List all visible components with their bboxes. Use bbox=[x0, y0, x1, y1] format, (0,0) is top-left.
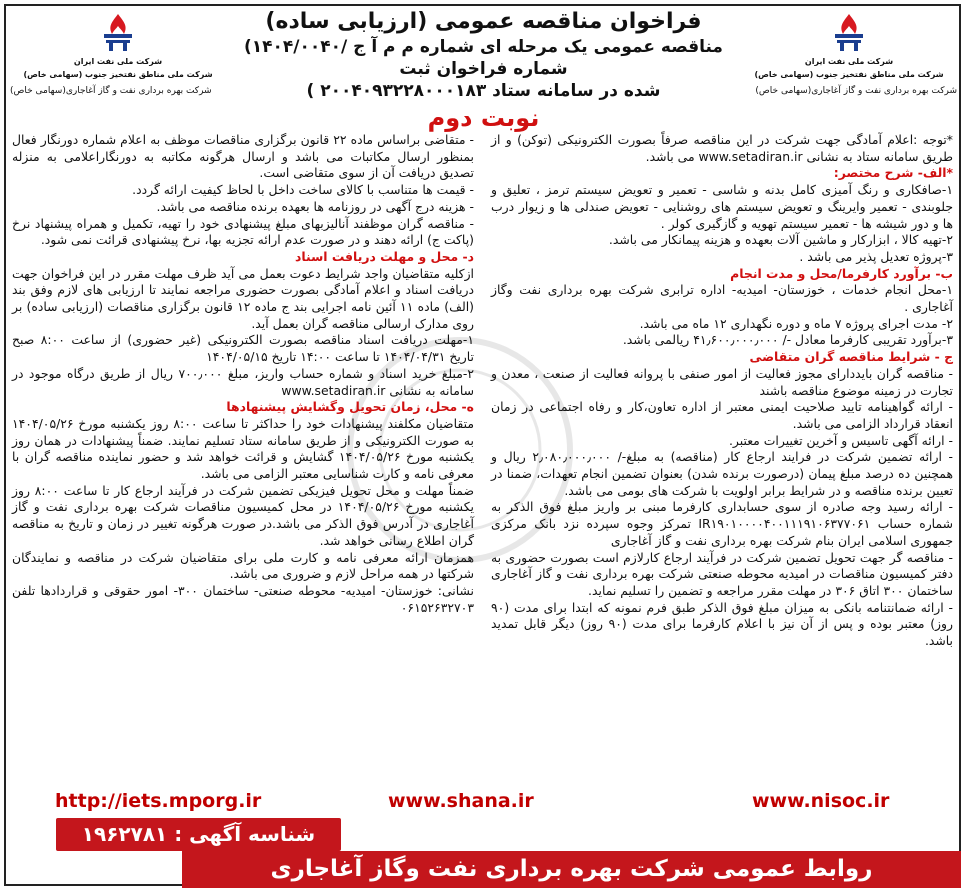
nioc-logo-left bbox=[18, 12, 218, 80]
paragraph: - ارائه رسید وجه صادره از سوی حسابداری کارفرما مبنی بر واریز مبلغ فوق الذکر به شماره حساب IR۱۹۰۱۰۰۰۰۴۰۰۱۱۱۹۱۰۶۳۷۷۰۶۱ تمرکز وجوه سپرده نزد بانک مرکزی جمهوری اسلامی ایران بنام شرکت بهره برداری نفت و گاز آغاجاری bbox=[491, 499, 953, 548]
paragraph: - ارائه آگهی تاسیس و آخرین تغییرات معتبر. bbox=[728, 432, 953, 448]
paragraph: - قیمت ها متناسب با کالای ساخت داخل با لحاظ کیفیت ارائه گردد. bbox=[132, 182, 474, 198]
paragraph: - ارائه ضمانتنامه بانکی به میزان مبلغ فوق الذکر طبق فرم نمونه که ابتدا برای مدت (۹۰ روز) معتبر بوده و پس از آن نیز با اعلام کارفرما برای مدت (۹۰ روز) دیگر قابل تمدید باشد. bbox=[491, 599, 953, 649]
tender-number-line2: شده در سامانه ستاد ۲۰۰۴۰۹۳۲۲۸۰۰۰۱۸۳ ) bbox=[306, 81, 661, 101]
paragraph: متقاضیان مکلفند پیشنهادات خود را حداکثر تا ساعت ۸:۰۰ روز یکشنبه مورخ ۱۴۰۴/۰۵/۲۶ به صورت الکترونیکی و از طریق سامانه ستاد تسلیم نمایند. ضمناً پیشنهادات در همان روز یکشنبه مورخ ۱۴۰۴/۰۵/۲۶ گشایش و قرائت خواهد شد و حضور نماینده مناقصه گران با معرفی نامه و کارت شناسایی معتبر الزامی می باشد. bbox=[12, 415, 474, 482]
nioc-logo-right bbox=[749, 12, 949, 80]
paragraph: ۱-مهلت دریافت اسناد مناقصه بصورت الکترونیکی (غیر حضوری) از ساعت ۸:۰۰ صبح تاریخ ۱۴۰۴/۰۴/۳۱ تا ساعت ۱۴:۰۰ تاریخ ۱۴۰۴/۰۵/۱۵ bbox=[12, 332, 474, 365]
section-heading: *الف- شرح مختصر: bbox=[833, 165, 953, 181]
section-heading: د- محل و مهلت دریافت اسناد bbox=[295, 248, 474, 264]
paragraph: ۱-محل انجام خدمات ، خوزستان- امیدیه- اداره ترابری شرکت بهره برداری نفت وگاز آغاجاری . bbox=[491, 282, 953, 315]
paragraph: - مناقصه گران بایددارای مجوز فعالیت از امور صنفی با پروانه فعالیت از صنعت ، معدن و تجارت در زمینه موضوع مناقصه باشند bbox=[491, 365, 953, 398]
paragraph: *توجه :اعلام آمادگی جهت شرکت در این مناقصه صرفاً بصورت الکترونیکی (توکن) و از طریق سامانه ستاد به نشانی www.setadiran.ir می باشد. bbox=[491, 132, 953, 164]
paragraph: ۲-تهیه کالا ، ابزارکار و ماشین آلات بعهده و هزینه پیمانکار می باشد. bbox=[608, 232, 953, 248]
paragraph: - مناقصه گران موظفند آنالیزبهای مبلغ پیشنهادی خود را تهیه، تکمیل و همراه پیشنهاد نرخ (پاکت ج) ارائه دهند و در صورت عدم ارائه تجزیه بها، نرخ پیشنهادی قرائت نمی شود. bbox=[12, 215, 474, 248]
section-heading: ج - شرایط مناقصه گران متقاضی bbox=[749, 349, 953, 365]
shana-link[interactable]: www.shana.ir bbox=[388, 790, 534, 812]
paragraph: ۱-صافکاری و رنگ آمیزی کامل بدنه و شاسی - تعمیر و تعویض سیستم ترمز ، تعلیق و جلوبندی - تعمیر وایرینگ و تعویض سیستم های روشنایی - تعویض صندلی ها و زیوار درب ها و دور شیشه ها - تعمیر سیستم تهویه و گازگیری کولر . bbox=[491, 182, 953, 231]
section-heading: ب- برآورد کارفرما/محل و مدت انجام bbox=[730, 265, 953, 281]
page-title: فراخوان مناقصه عمومی (ارزیابی ساده) bbox=[265, 9, 702, 34]
tender-header bbox=[215, 8, 752, 102]
iets-link[interactable]: http://iets.mporg.ir bbox=[55, 790, 262, 812]
paragraph: - هزینه درج آگهی در روزنامه ها بعهده برنده مناقصه می باشد. bbox=[156, 198, 474, 214]
paragraph: - ارائه تضمین شرکت در فرایند ارجاع کار (مناقصه) به مبلغ-/ ۲٫۰۸۰٫۰۰۰٫۰۰۰ ریال و همچنین ده درصد مبلغ پیمان (درصورت برنده شدن) بعنوان تضمین انجام تعهدات، ضمنا در تعیین برنده مناقصه و در شرایط برابر اولویت با شرکت های بومی می باشد. bbox=[491, 449, 953, 498]
logo-line2: شرکت ملی مناطق نفتخیز جنوب (سهامی خاص) bbox=[23, 70, 213, 79]
logo-line1: شرکت ملی نفت ایران bbox=[73, 57, 163, 66]
paragraph: ۲- مدت اجرای پروژه ۷ ماه و دوره نگهداری ۱۲ ماه می باشد. bbox=[639, 315, 953, 331]
nioc-flame-icon bbox=[98, 12, 138, 54]
nioc-flame-icon bbox=[829, 12, 869, 54]
paragraph: - متقاضی براساس ماده ۲۲ قانون برگزاری مناقصات موظف به اعلام شماره دورنگار فعال بمنظور ارسال مکاتبات می باشد و ارسال هرگونه مکاتبه به دورنگاراعلامی به منزله تصدیق دریافت آن از سوی متقاضی است. bbox=[12, 132, 474, 181]
paragraph: - مناقصه گر جهت تحویل تضمین شرکت در فرآیند ارجاع کارلازم است بصورت حضوری به دفتر کمیسیون مناقصات در امیدیه محوطه صنعتی شرکت بهره برداری نفت و گاز آغاجاری ساختمان ۳۰۰ اتاق ۳۰۶ در مهلت مقرر مراجعه و تضمین را تسلیم نماید. bbox=[491, 549, 953, 598]
tender-number-line1: مناقصه عمومی یک مرحله ای شماره م م آ ج /۱۴۰۴/۰۰۴۰) شماره فراخوان ثبت bbox=[244, 37, 723, 79]
logo-line2: شرکت ملی مناطق نفتخیز جنوب (سهامی خاص) bbox=[754, 70, 944, 79]
paragraph: - ارائه گواهینامه تایید صلاحیت ایمنی معتبر از اداره تعاون،کار و رفاه اجتماعی در زمان انعقاد قرارداد الزامی می باشد. bbox=[491, 399, 953, 431]
company-name-left: شرکت بهره برداری نفت و گاز آغاجاری(سهامی خاص) bbox=[10, 86, 212, 96]
logo-line1: شرکت ملی نفت ایران bbox=[804, 57, 894, 66]
paragraph: نشانی: خوزستان- امیدیه- محوطه صنعتی- ساختمان ۳۰۰- امور حقوقی و قراردادها تلفن ۰۶۱۵۲۶۳۲۷۰۳ bbox=[12, 582, 474, 615]
paragraph: همزمان ارائه معرفی نامه و کارت ملی برای متقاضیان شرکت در مناقصه و نمایندگان شرکتها در همه مراحل لازم و ضروری می باشد. bbox=[12, 549, 474, 582]
paragraph: ۳-برآورد تقریبی کارفرما معادل -/ ۴۱٫۶۰۰٫۰۰۰٫۰۰۰ ریالمی باشد. bbox=[622, 332, 953, 348]
round-label: نوبت دوم bbox=[427, 104, 540, 132]
paragraph: ۳-پروژه تعدیل پذیر می باشد . bbox=[799, 248, 953, 264]
paragraph: ۲-مبلغ خرید اسناد و شماره حساب واریز، مبلغ ۷۰۰٫۰۰۰ ریال از طریق درگاه موجود در سامانه به نشانی www.setadiran.ir bbox=[12, 365, 474, 398]
section-heading: ه- محل، زمان تحویل وگشایش پیشنهادها bbox=[226, 399, 474, 415]
left-column bbox=[12, 132, 474, 616]
right-column bbox=[491, 132, 953, 650]
paragraph: ازکلیه متقاضیان واجد شرایط دعوت بعمل می آید ظرف مهلت مقرر در این فراخوان جهت دریافت اسناد و اعلام آمادگی بصورت حضوری مراجعه نمایند تا ارزیابی های لازم وفق بند (الف) ماده ۱۱ آئین نامه اجرایی بند ج ماده ۱۲ قانون برگزاری مناقصات (ارزیابی ساده) بر روی مدارک ارسالی مناقصه گران بعمل آید. bbox=[12, 265, 475, 331]
ad-id-badge: شناسه آگهی : ۱۹۶۲۷۸۱ bbox=[56, 818, 341, 851]
company-name-right: شرکت بهره برداری نفت و گاز آغاجاری(سهامی خاص) bbox=[755, 86, 957, 96]
publisher-bar: روابط عمومی شرکت بهره برداری نفت وگاز آغاجاری bbox=[182, 851, 961, 888]
paragraph: ضمناً مهلت و محل تحویل فیزیکی تضمین شرکت در فرآیند ارجاع کار تا ساعت ۸:۰۰ روز یکشنبه مورخ ۱۴۰۴/۰۵/۲۶ در محل کمیسیون مناقصات شرکت بهره برداری نفت و گاز آغاجاری در آدرس فوق الذکر می باشد.در صورت هرگونه تغییر در زمان و تاریخ به مناقصه گران اطلاع رسانی خواهد شد. bbox=[12, 482, 474, 548]
nisoc-link[interactable]: www.nisoc.ir bbox=[752, 790, 890, 812]
